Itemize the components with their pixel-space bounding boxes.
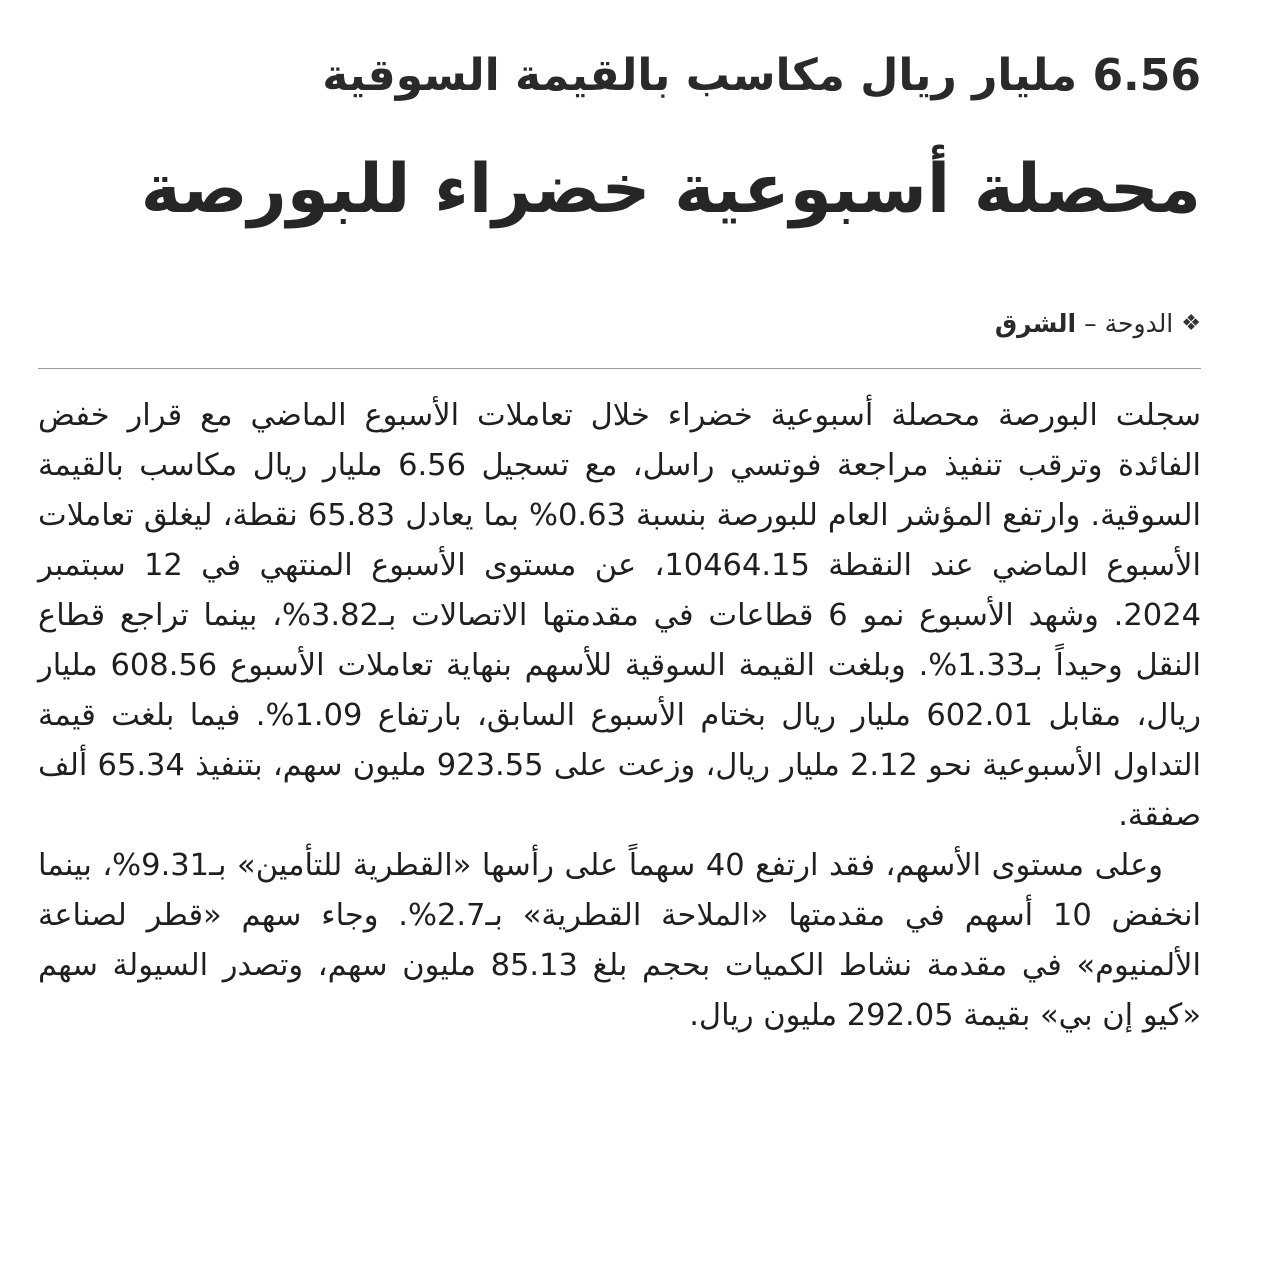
byline-separator: – [1084, 309, 1097, 338]
article-headline: محصلة أسبوعية خضراء للبورصة [140, 150, 1201, 229]
body-paragraph: وعلى مستوى الأسهم، فقد ارتفع 40 سهماً على رأسها «القطرية للتأمين» بـ9.31%، بينما انخفض 10 أسهم في مقدمتها «الملاحة القطرية» بـ2.7%. وجاء سهم «قطر لصناعة الألمنيوم» في مقدمة نشاط الكميات بحجم بلغ 85.13 مليون سهم، وتصدر السيولة سهم «كيو إن بي» بقيمة 292.05 مليون ريال. [38, 848, 1202, 1033]
body-paragraph: سجلت البورصة محصلة أسبوعية خضراء خلال تعاملات الأسبوع الماضي مع قرار خفض الفائدة وترقب تنفيذ مراجعة فوتسي راسل، مع تسجيل 6.56 مليار ريال مكاسب بالقيمة السوقية. وارتفع المؤشر العام للبورصة بنسبة 0.63% بما يعادل 65.83 نقطة، ليغلق تعاملات الأسبوع الماضي عند النقطة 10464.15، عن مستوى الأسبوع المنتهي في 12 سبتمبر 2024. وشهد الأسبوع نمو 6 قطاعات في مقدمتها الاتصالات بـ3.82%، بينما تراجع قطاع النقل وحيداً بـ1.33%. وبلغت القيمة السوقية للأسهم بنهاية تعاملات الأسبوع 608.56 مليار ريال، مقابل 602.01 مليار ريال بختام الأسبوع السابق، بارتفاع 1.09%. فيما بلغت قيمة التداول الأسبوعية نحو 2.12 مليار ريال، وزعت على 923.55 مليون سهم، بتنفيذ 65.34 ألف صفقة. [38, 398, 1202, 833]
divider [38, 368, 1201, 369]
article-kicker: 6.56 مليار ريال مكاسب بالقيمة السوقية [322, 50, 1201, 101]
diamond-bullet-icon: ❖ [1181, 311, 1201, 336]
byline-location: الدوحة [1104, 309, 1174, 338]
byline-source: الشرق [994, 309, 1077, 338]
byline [38, 304, 1201, 344]
article [38, 40, 1201, 1041]
article-body [38, 391, 1201, 1041]
